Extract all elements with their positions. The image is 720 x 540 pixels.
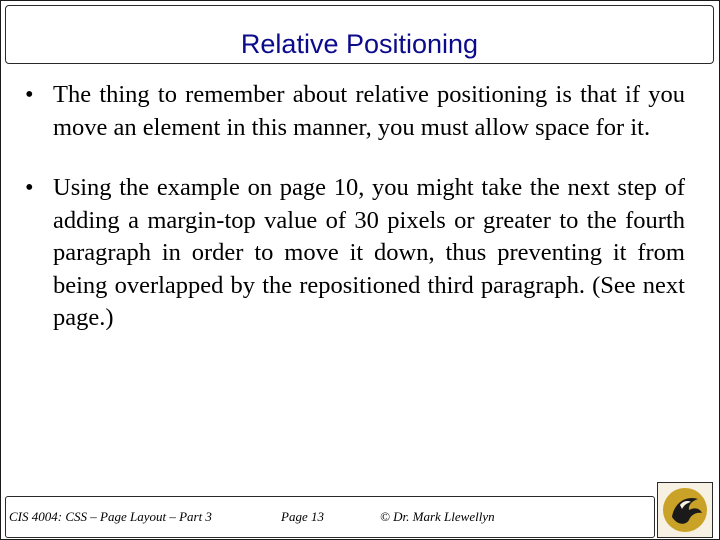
bullet-text: Using the example on page 10, you might take the next step of adding a margin-top value of 30 pixels or greater to the fourth paragraph in order to move it down, thus preventing it from being overlapped by the repositioned third paragraph. (See next page.): [53, 174, 685, 331]
footer-author: © Dr. Mark Llewellyn: [380, 509, 495, 524]
footer-page-number: Page 13: [281, 509, 324, 524]
footer-course: CIS 4004: CSS – Page Layout – Part 3: [9, 509, 212, 524]
bullet-marker: •: [25, 174, 34, 201]
bullet-list: [23, 79, 685, 363]
footer-bar: [5, 496, 655, 538]
logo-graphic: [658, 483, 712, 537]
bullet-item: [23, 79, 685, 144]
bullet-marker: •: [25, 81, 34, 108]
bullet-item: [23, 172, 685, 335]
title-box: [5, 5, 714, 64]
ucf-pegasus-logo-icon: [657, 482, 713, 538]
slide-title: Relative Positioning: [240, 29, 479, 59]
bullet-text: The thing to remember about relative positioning is that if you move an element in this manner, you must allow space for it.: [53, 81, 685, 141]
